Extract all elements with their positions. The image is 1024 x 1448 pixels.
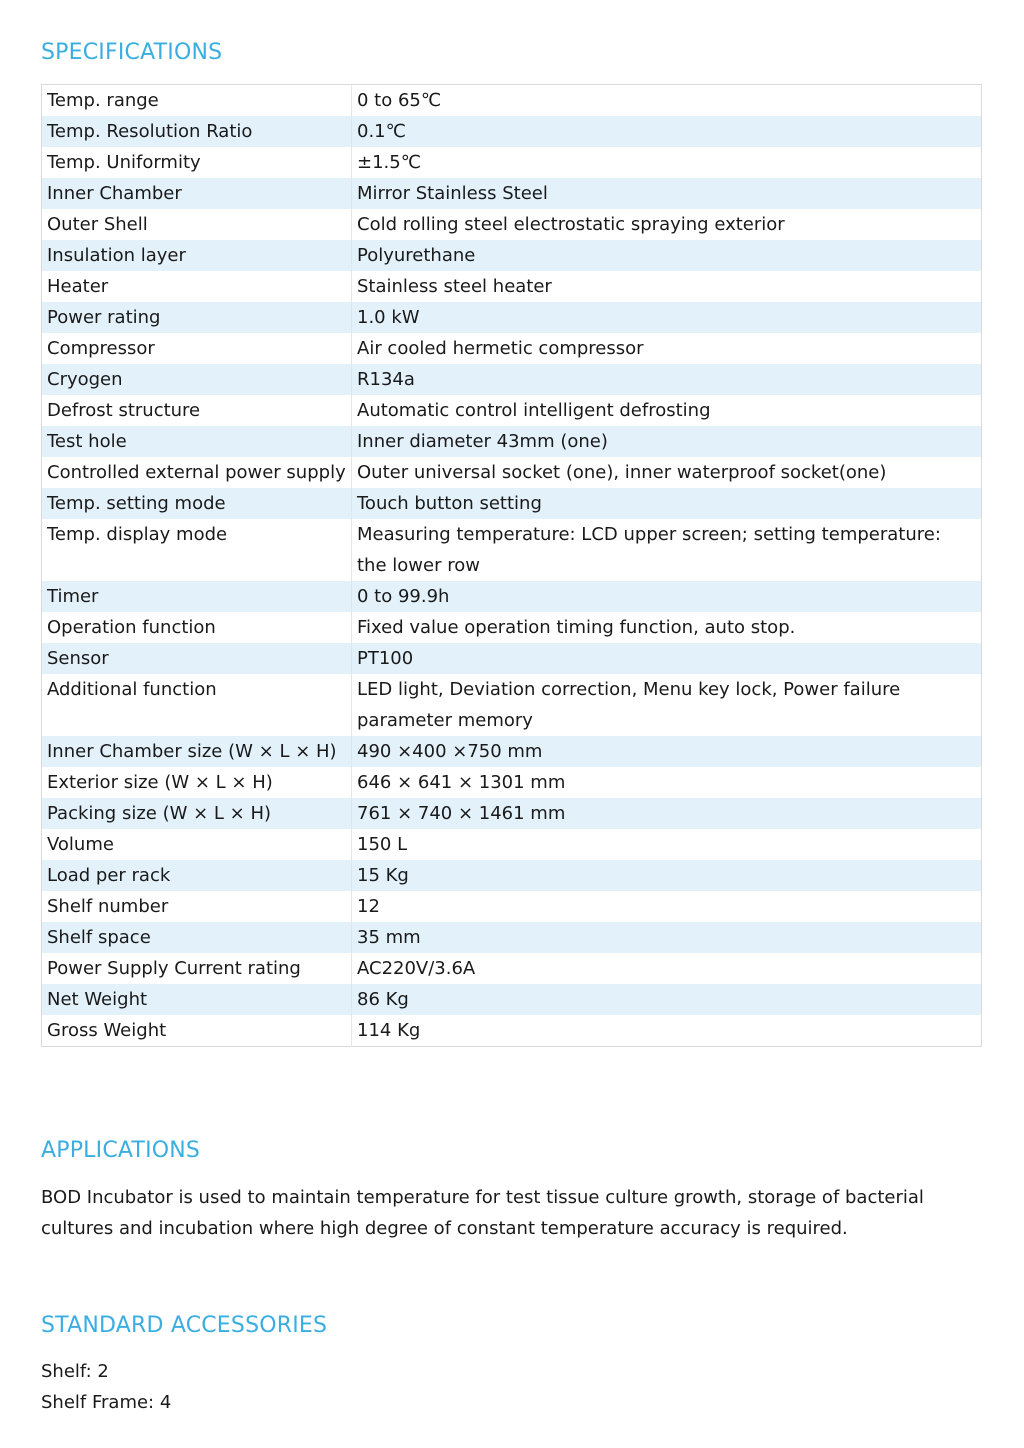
spec-row [42, 488, 982, 519]
spec-label: Load per rack [42, 860, 352, 891]
spec-value: 0 to 99.9h [352, 581, 982, 612]
spec-label: Test hole [42, 426, 352, 457]
spec-value: 646 × 641 × 1301 mm [357, 772, 566, 793]
spec-row [42, 333, 982, 364]
spec-label: Insulation layer [42, 240, 352, 271]
spec-label: Controlled external power supply [42, 457, 352, 488]
standard-accessories-list [41, 1356, 171, 1418]
spec-row [42, 240, 982, 271]
spec-value: ±1.5℃ [357, 152, 421, 173]
spec-value: R134a [352, 364, 982, 395]
spec-label: Temp. display mode [42, 519, 352, 581]
spec-row [42, 395, 982, 426]
spec-label: Operation function [42, 612, 352, 643]
spec-label: Additional function [42, 674, 352, 736]
spec-value: Fixed value operation timing function, auto stop. [357, 617, 796, 638]
spec-label: Exterior size (W × L × H) [42, 767, 352, 798]
spec-label: Power rating [42, 302, 352, 333]
spec-value: Measuring temperature: LCD upper screen; setting temperature: the lower row [357, 524, 941, 576]
spec-value: 150 L [357, 834, 408, 855]
standard-accessories-heading: STANDARD ACCESSORIES [41, 1313, 328, 1338]
spec-value: LED light, Deviation correction, Menu key lock, Power failure parameter memory [357, 679, 901, 731]
spec-row [42, 860, 982, 891]
spec-label: Outer Shell [42, 209, 352, 240]
spec-value: 490 ×400 ×750 mm [352, 736, 982, 767]
spec-label: Shelf space [42, 922, 352, 953]
spec-value: 114 Kg [357, 1020, 421, 1041]
accessory-item: Shelf: 2 [41, 1361, 109, 1382]
spec-row [42, 736, 982, 767]
spec-value: 1.0 kW [352, 302, 982, 333]
spec-row [42, 178, 982, 209]
spec-value: Inner diameter 43mm (one) [352, 426, 982, 457]
spec-row [42, 829, 982, 860]
spec-label: Shelf number [42, 891, 352, 922]
spec-label: Temp. range [42, 85, 352, 117]
spec-value: Outer universal socket (one), inner waterproof socket(one) [357, 462, 887, 483]
spec-label: Temp. Resolution Ratio [42, 116, 352, 147]
spec-row [42, 271, 982, 302]
spec-label: Temp. setting mode [42, 488, 352, 519]
spec-value: 0 to 65℃ [357, 90, 442, 111]
spec-row [42, 426, 982, 457]
spec-label: Sensor [42, 643, 352, 674]
spec-row [42, 147, 982, 178]
spec-row [42, 581, 982, 612]
spec-label: Timer [42, 581, 352, 612]
spec-value: Mirror Stainless Steel [352, 178, 982, 209]
spec-row [42, 519, 982, 581]
spec-value: Cold rolling steel electrostatic spraying exterior [357, 214, 785, 235]
spec-label: Temp. Uniformity [42, 147, 352, 178]
spec-label: Compressor [42, 333, 352, 364]
spec-value: Air cooled hermetic compressor [357, 338, 644, 359]
spec-value: 12 [357, 896, 380, 917]
spec-value: AC220V/3.6A [357, 958, 476, 979]
spec-label: Inner Chamber [42, 178, 352, 209]
spec-label: Volume [42, 829, 352, 860]
spec-row [42, 984, 982, 1015]
spec-row [42, 209, 982, 240]
spec-row [42, 85, 982, 117]
spec-row [42, 1015, 982, 1047]
spec-label: Heater [42, 271, 352, 302]
spec-row [42, 674, 982, 736]
spec-row [42, 116, 982, 147]
spec-value: Stainless steel heater [357, 276, 552, 297]
applications-text: BOD Incubator is used to maintain temperature for test tissue culture growth, storage of bacterial cultures and incubation where high degree of constant temperature accuracy is required. [41, 1187, 924, 1239]
specifications-table-body [42, 85, 982, 1047]
spec-row [42, 798, 982, 829]
spec-value: Polyurethane [352, 240, 982, 271]
applications-heading: APPLICATIONS [41, 1138, 201, 1163]
spec-row [42, 364, 982, 395]
accessory-item: Shelf Frame: 4 [41, 1392, 172, 1413]
spec-label: Cryogen [42, 364, 352, 395]
spec-value: 761 × 740 × 1461 mm [352, 798, 982, 829]
spec-row [42, 612, 982, 643]
spec-label: Defrost structure [42, 395, 352, 426]
spec-label: Net Weight [42, 984, 352, 1015]
spec-row [42, 643, 982, 674]
spec-value: 0.1℃ [352, 116, 982, 147]
spec-value: PT100 [352, 643, 982, 674]
spec-row [42, 922, 982, 953]
spec-row [42, 457, 982, 488]
spec-row [42, 302, 982, 333]
spec-value: 35 mm [352, 922, 982, 953]
spec-label: Gross Weight [42, 1015, 352, 1047]
spec-value: Touch button setting [352, 488, 982, 519]
specifications-table [41, 84, 982, 1047]
spec-label: Power Supply Current rating [42, 953, 352, 984]
specifications-heading: SPECIFICATIONS [41, 40, 223, 65]
spec-row [42, 953, 982, 984]
spec-row [42, 891, 982, 922]
spec-value: Automatic control intelligent defrosting [357, 400, 711, 421]
spec-label: Inner Chamber size (W × L × H) [42, 736, 352, 767]
spec-label: Packing size (W × L × H) [42, 798, 352, 829]
spec-value: 15 Kg [352, 860, 982, 891]
spec-row [42, 767, 982, 798]
spec-value: 86 Kg [352, 984, 982, 1015]
